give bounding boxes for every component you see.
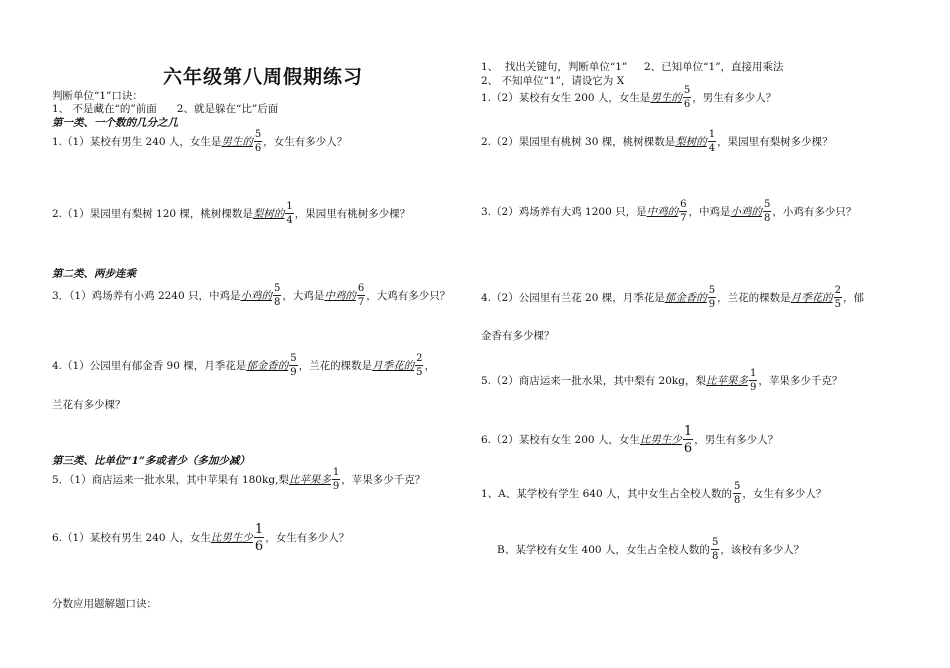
text-span: 2	[834, 285, 841, 296]
rule-title: 判断单位“1”口诀：	[52, 90, 143, 102]
question-l1	[52, 130, 347, 154]
text-span: 4	[708, 143, 716, 154]
text-span: 1	[286, 201, 293, 212]
text-span: 4	[286, 215, 293, 226]
text-span: 比苹果多	[705, 375, 748, 387]
text-span: ，女生有多少人？	[263, 136, 348, 148]
fraction	[683, 86, 691, 110]
text-span: 8	[733, 495, 741, 506]
text-span: ，女生有多少人？	[265, 532, 350, 544]
footer-note: 分数应用题解题口诀：	[52, 598, 157, 610]
text-span: 1	[683, 424, 693, 439]
text-span: 5．（1）商店运来一批水果，其中苹果有 180kg,梨	[52, 474, 289, 486]
text-span: 中鸡的	[646, 206, 679, 218]
question-l6	[52, 523, 349, 553]
question-l5	[52, 468, 425, 492]
question-l2	[52, 202, 410, 226]
text-span: 4.（2）公园里有兰花 20 棵，月季花是	[481, 292, 665, 304]
fraction	[679, 200, 687, 224]
text-span: 6	[680, 199, 687, 210]
fraction	[763, 200, 771, 224]
text-span: 9	[290, 367, 297, 378]
fraction	[357, 284, 365, 308]
text-span: 月季花的	[790, 292, 833, 304]
text-span: 5	[763, 199, 771, 210]
text-span: 男生的	[221, 136, 253, 148]
text-span: ，郁	[842, 292, 864, 304]
text-span: 5	[416, 367, 423, 378]
question-l4	[52, 354, 435, 378]
fraction	[708, 286, 716, 310]
text-span: 2.（2）果园里有桃树 30 棵，桃树棵数是	[481, 136, 676, 148]
text-span: 月季花的	[372, 360, 415, 372]
question-l3	[52, 284, 450, 308]
question-r1	[481, 86, 776, 110]
text-span: 6.（2）某校有女生 200 人，女生	[481, 434, 640, 446]
text-span: 1.（1）某校有男生 240 人，女生是	[52, 136, 222, 148]
text-span: 6	[254, 143, 262, 154]
text-span: 5.（2）商店运来一批水果，其中梨有 20kg，梨	[481, 375, 706, 387]
fraction	[749, 369, 757, 393]
text-span: 3．（1）鸡场养有小鸡 2240 只，中鸡是	[52, 290, 241, 302]
question-r-a	[481, 482, 826, 506]
text-span: 梨树的	[675, 136, 707, 148]
text-span: ，苹果多少千克？	[758, 375, 843, 387]
fraction	[683, 425, 693, 455]
fraction	[708, 130, 716, 154]
text-span: 6	[683, 441, 693, 456]
text-span: 6.（1）某校有男生 240 人，女生	[52, 532, 211, 544]
question-r3	[481, 200, 856, 224]
text-span: 4.（1）公园里有郁金香 90 棵，月季花是	[52, 360, 247, 372]
text-span: 5	[290, 353, 297, 364]
text-span: ，大鸡是	[282, 290, 325, 302]
text-span: 小鸡的	[240, 290, 273, 302]
text-span: ，中鸡是	[688, 206, 731, 218]
text-span: 7	[680, 213, 687, 224]
text-span: 9	[749, 382, 757, 393]
text-span: 8	[763, 213, 771, 224]
fraction	[415, 354, 423, 378]
page-title: 六年级第八周假期练习	[163, 66, 364, 88]
question-r4	[481, 286, 864, 310]
fraction	[711, 538, 719, 562]
section-3-heading: 第三类、比单位“1”多或者少（多加少减）	[52, 455, 250, 467]
text-span: 2.（1）果园里有梨树 120 棵，桃树棵数是	[52, 208, 253, 220]
text-span: 8	[274, 297, 281, 308]
question-l4-cont: 兰花有多少棵？	[52, 399, 126, 411]
question-r4-cont: 金香有多少棵？	[481, 330, 555, 342]
text-span: ，果园里有桃树多少棵？	[294, 208, 411, 220]
text-span: 中鸡的	[324, 290, 356, 302]
text-span: 1	[332, 467, 340, 478]
text-span: 7	[357, 297, 365, 308]
text-span: B、某学校有女生 400 人，女生占全校人数的	[497, 544, 710, 556]
text-span: 小鸡的	[730, 206, 762, 218]
text-span: ，果园里有梨树多少棵？	[717, 136, 833, 148]
fraction	[273, 284, 281, 308]
rule-line: 1、 不是藏在“的”前面 2、就是躲在“比”后面	[52, 103, 279, 115]
text-span: 5	[708, 285, 716, 296]
text-span: ，小鸡有多少只？	[772, 206, 857, 218]
text-span: 5	[834, 299, 841, 310]
question-r-b	[497, 538, 804, 562]
fraction	[332, 468, 340, 492]
text-span: 5	[254, 129, 262, 140]
text-span: 2	[416, 353, 423, 364]
text-span: 6	[357, 283, 365, 294]
text-span: 9	[332, 481, 340, 492]
text-span: ，兰花的棵数是	[717, 292, 791, 304]
text-span: ，女生有多少人？	[742, 488, 827, 500]
section-1-heading: 第一类、一个数的几分之几	[52, 117, 178, 129]
text-span: 5	[274, 283, 281, 294]
fraction	[254, 523, 264, 553]
question-r2	[481, 130, 833, 154]
tip-line-2: 2、 不知单位“1”，请设它为 X	[481, 75, 625, 87]
text-span: 1	[749, 368, 757, 379]
text-span: 5	[733, 481, 741, 492]
text-span: ，男生有多少人？	[692, 92, 777, 104]
fraction	[834, 286, 842, 310]
text-span: ，大鸡有多少只？	[366, 290, 451, 302]
text-span: 郁金香的	[246, 360, 289, 372]
text-span: 男生的	[650, 92, 682, 104]
fraction	[285, 202, 293, 226]
text-span: 比男生少	[210, 532, 253, 544]
text-span: 9	[708, 299, 716, 310]
text-span: 1	[254, 522, 264, 537]
text-span: 比男生少	[639, 434, 682, 446]
text-span: 6	[683, 99, 691, 110]
text-span: ，苹果多少千克？	[341, 474, 426, 486]
text-span: 3.（2）鸡场养有大鸡 1200 只，是	[481, 206, 647, 218]
text-span: 5	[711, 537, 719, 548]
text-span: 6	[254, 539, 264, 554]
text-span: 梨树的	[252, 208, 285, 220]
text-span: 郁金香的	[664, 292, 707, 304]
fraction	[254, 130, 262, 154]
fraction	[733, 482, 741, 506]
text-span: ，该校有多少人？	[720, 544, 805, 556]
text-span: 比苹果多	[288, 474, 331, 486]
fraction	[289, 354, 297, 378]
text-span: 8	[711, 551, 719, 562]
text-span: 1.（2）某校有女生 200 人，女生是	[481, 92, 651, 104]
question-r6	[481, 425, 778, 455]
tip-line-1: 1、 找出关键句，判断单位“1” 2、已知单位“1”，直接用乘法	[481, 61, 784, 73]
text-span: ，男生有多少人？	[694, 434, 779, 446]
section-2-heading: 第二类、两步连乘	[52, 268, 136, 280]
text-span: 1	[708, 129, 716, 140]
text-span: 5	[683, 85, 691, 96]
text-span: 1、A、某学校有学生 640 人，其中女生占全校人数的	[481, 488, 732, 500]
text-span: ，兰花的棵数是	[298, 360, 373, 372]
question-r5	[481, 369, 842, 393]
text-span: ，	[424, 360, 435, 372]
